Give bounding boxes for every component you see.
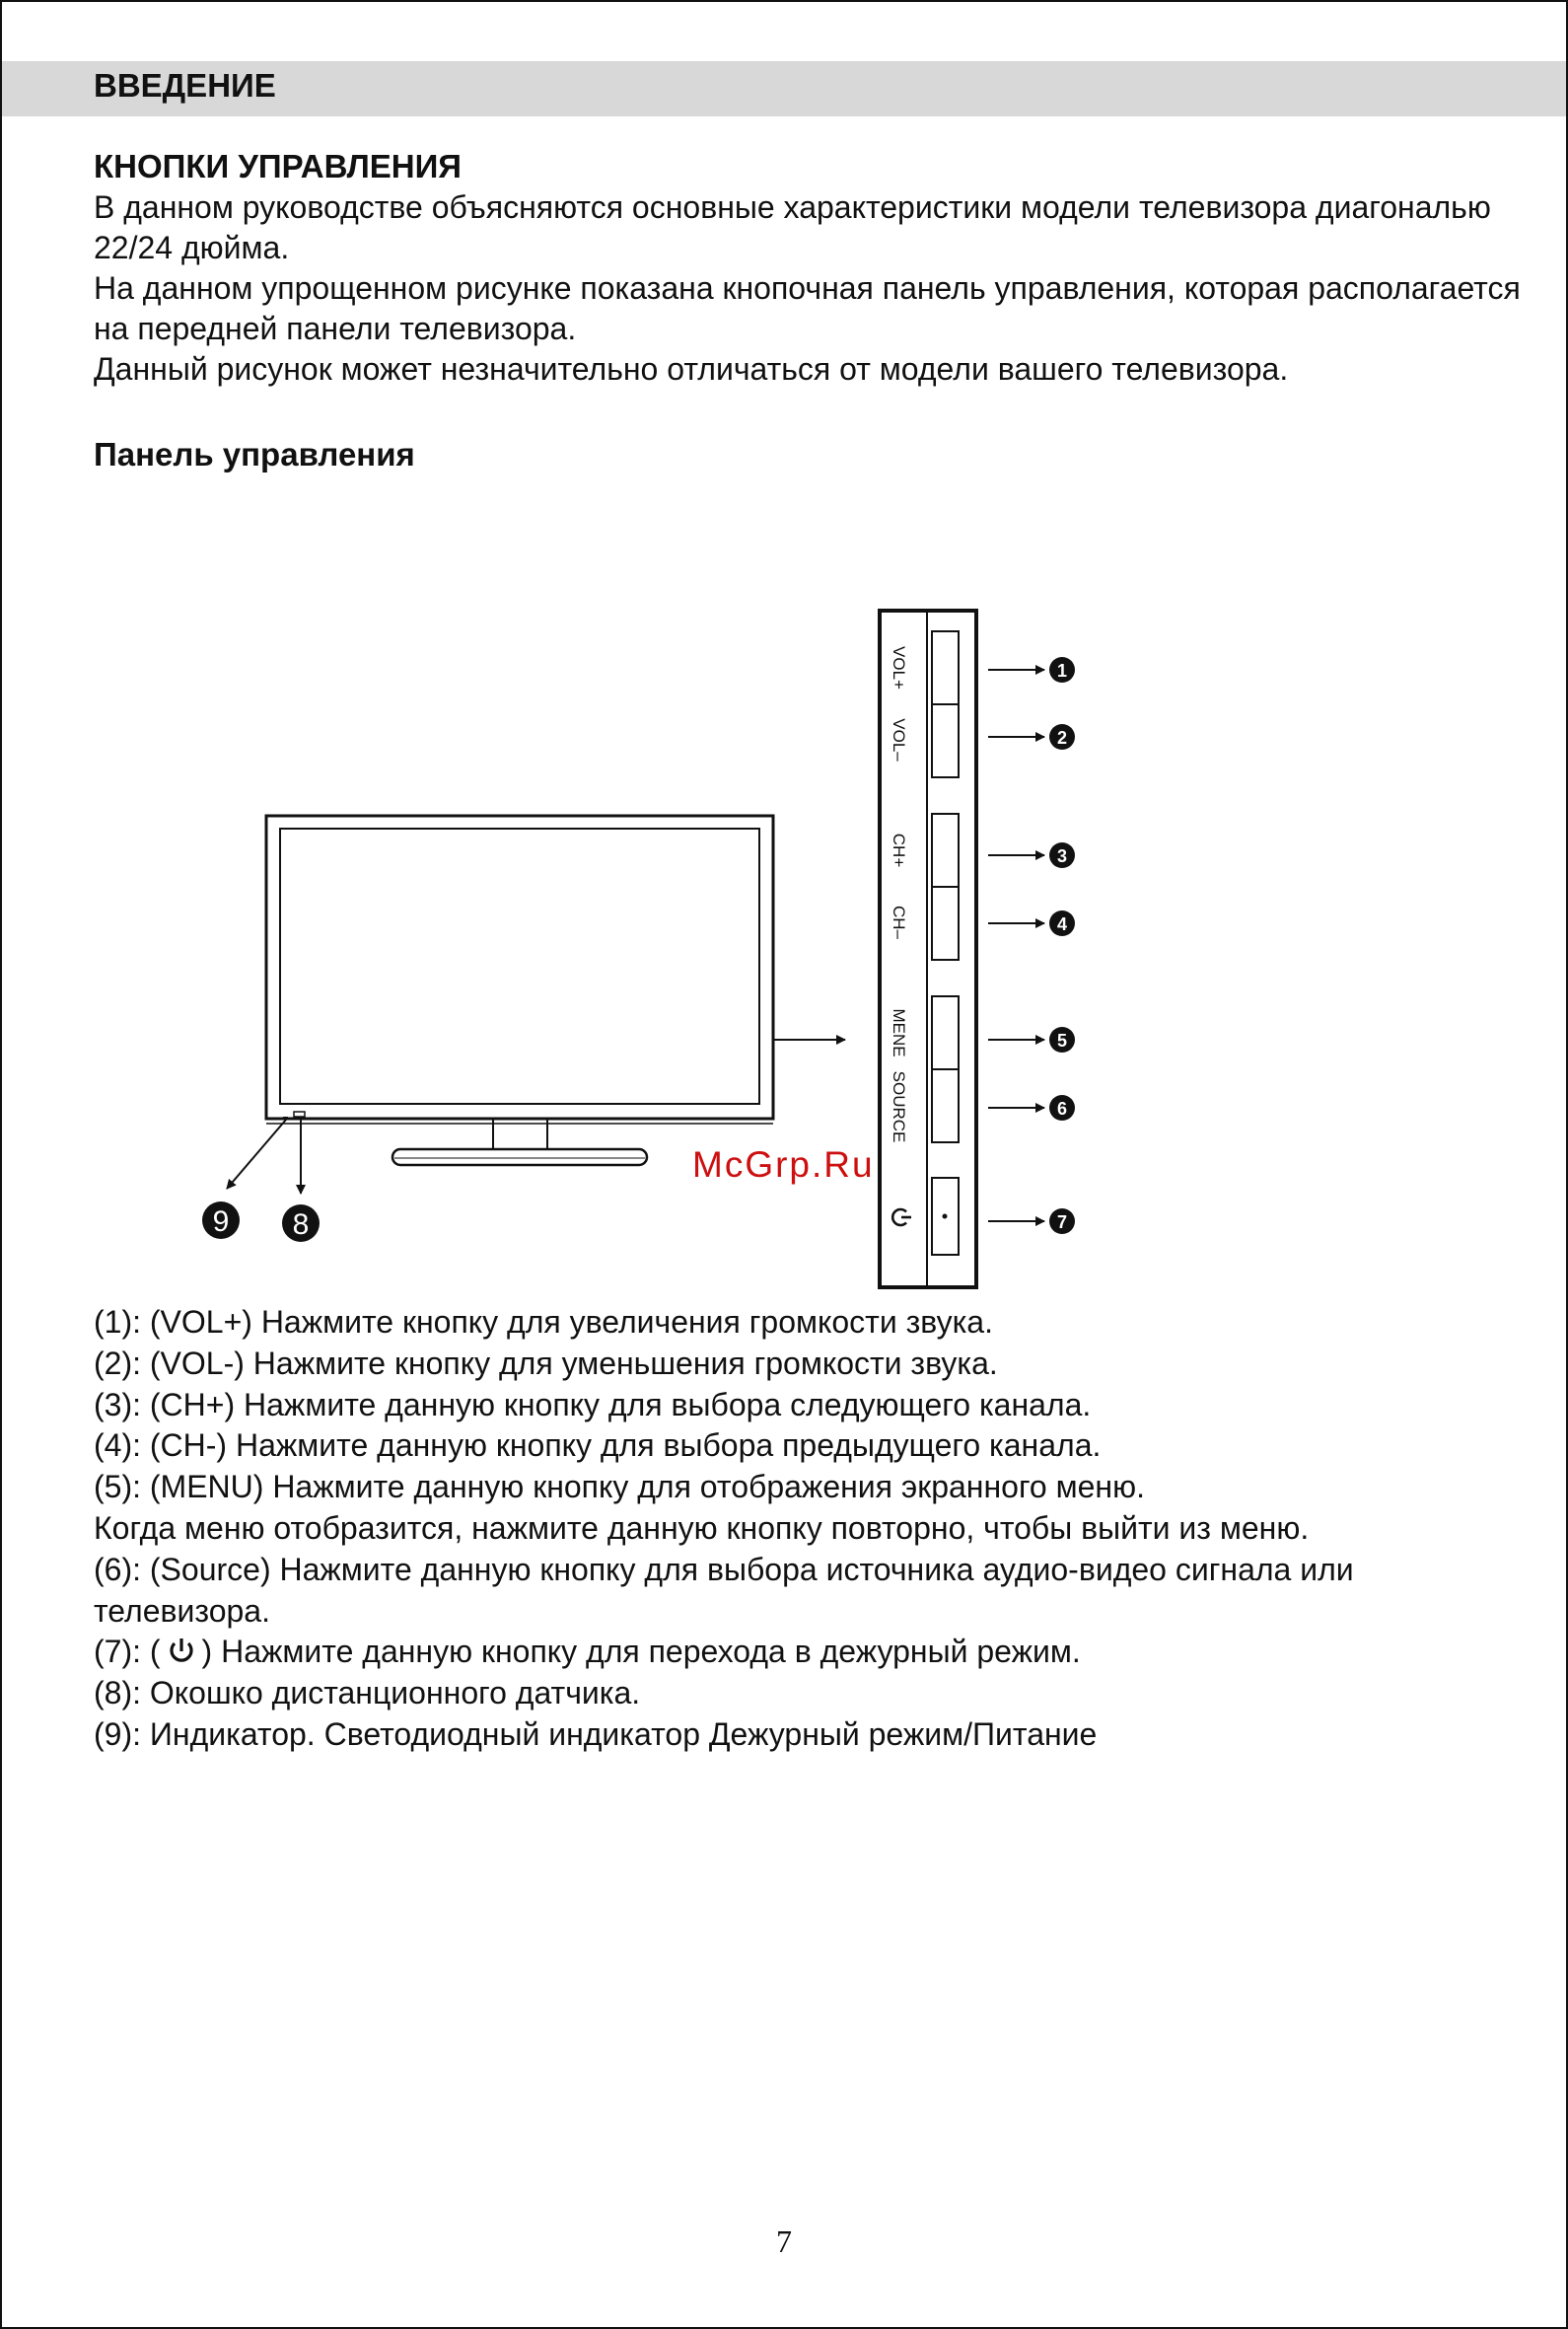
description-suffix: ) Нажмите данную кнопку для перехода в дежурный режим. (201, 1634, 1081, 1670)
intro-paragraph: Данный рисунок может незначительно отличаться от модели вашего телевизора. (94, 351, 1289, 387)
button-descriptions (94, 1302, 1533, 1756)
description-item: (1): (VOL+) Нажмите кнопку для увеличения громкости звука. (94, 1304, 993, 1340)
remote-sensor-window (294, 1112, 305, 1117)
callout-number: 5 (1056, 1031, 1068, 1051)
description-item (94, 1632, 1533, 1673)
description-item: (4): (CH-) Нажмите данную кнопку для выбора предыдущего канала. (94, 1427, 1102, 1464)
source-label: SOURCE (890, 1070, 908, 1143)
callout-number: 1 (1056, 661, 1068, 681)
description-item: (8): Окошко дистанционного датчика. (94, 1675, 641, 1711)
callout-6 (1049, 1095, 1075, 1121)
controls-heading: КНОПКИ УПРАВЛЕНИЯ (94, 148, 463, 184)
ch-minus-label: CH– (890, 905, 908, 940)
vol-minus-label: VOL– (890, 718, 908, 762)
callout-7 (1049, 1208, 1075, 1234)
description-prefix: (7): ( (94, 1634, 161, 1670)
description-item: (5): (MENU) Нажмите данную кнопку для отображения экранного меню. (94, 1469, 1145, 1505)
intro-paragraph: На данном упрощенном рисунке показана кнопочная панель управления, которая располагается на передней панели телевизора. (94, 270, 1521, 346)
watermark: McGrp.Ru (692, 1144, 875, 1185)
callout-number: 9 (212, 1205, 230, 1238)
description-item: (9): Индикатор. Светодиодный индикатор Дежурный режим/Питание (94, 1715, 1098, 1752)
tv-illustration (266, 816, 773, 1165)
callout-9-arrow (227, 1120, 286, 1189)
power-icon (165, 1637, 198, 1666)
callout-5 (1049, 1027, 1075, 1053)
callout-number: 7 (1056, 1212, 1068, 1232)
side-control-panel (880, 611, 976, 1287)
description-item: (6): (Source) Нажмите данную кнопку для выбора источника аудио-видео сигнала или телевизора. (94, 1551, 1354, 1629)
vol-plus-label: VOL+ (890, 646, 908, 690)
description-item: Когда меню отобразится, нажмите данную кнопку повторно, чтобы выйти из меню. (94, 1509, 1310, 1546)
panel-heading: Панель управления (94, 436, 415, 473)
callout-number: 4 (1056, 914, 1068, 934)
callout-number: 8 (292, 1208, 310, 1241)
menu-label: MENE (890, 1008, 908, 1057)
callout-2 (1049, 724, 1075, 750)
control-panel-diagram (2, 2, 1566, 1304)
callout-arrows (988, 670, 1044, 1221)
callout-number: 3 (1056, 846, 1068, 866)
callout-4 (1049, 910, 1075, 936)
description-item: (3): (CH+) Нажмите данную кнопку для выбора следующего канала. (94, 1386, 1092, 1422)
ch-plus-label: CH+ (890, 833, 908, 868)
section-title: ВВЕДЕНИЕ (94, 67, 276, 104)
callout-number: 6 (1056, 1099, 1068, 1119)
description-item: (2): (VOL-) Нажмите кнопку для уменьшения громкости звука. (94, 1345, 998, 1381)
callout-8 (282, 1204, 320, 1242)
page-number: 7 (776, 2223, 792, 2259)
callout-9 (202, 1201, 240, 1239)
callout-3 (1049, 842, 1075, 868)
callout-1 (1049, 657, 1075, 683)
intro-paragraph: В данном руководстве объясняются основные характеристики модели телевизора диагональю 22/24 дюйма. (94, 189, 1491, 265)
callout-number: 2 (1056, 728, 1068, 748)
